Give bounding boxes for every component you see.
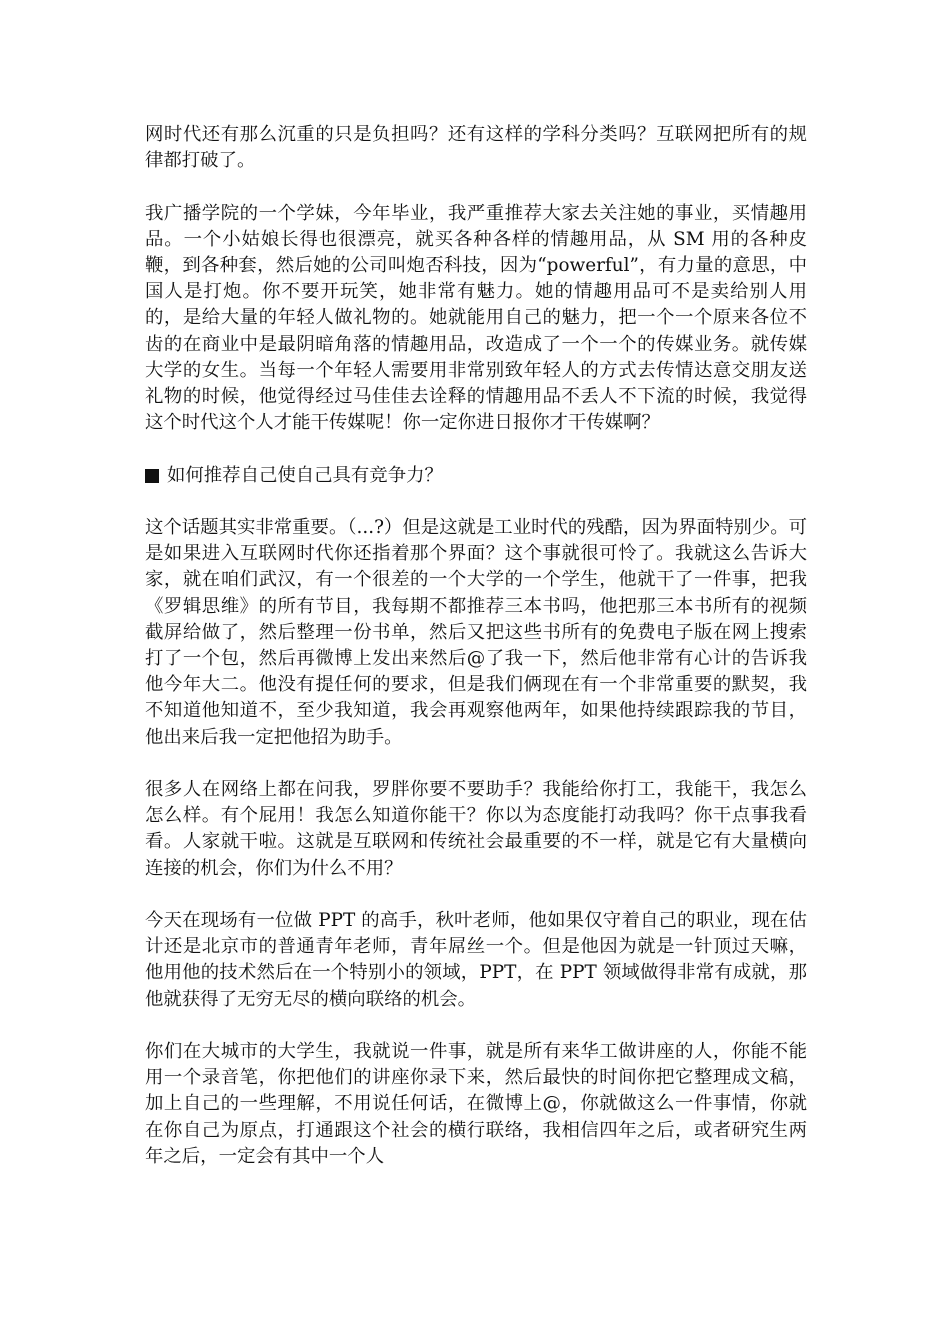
paragraph-ppt-expert: 今天在现场有一位做 PPT 的高手，秋叶老师，他如果仅守着自己的职业，现在估计还是北京市的普通青年老师，青年屌丝一个。但是他因为就是一针顶过天嘛，他用他的技术然后在一个特别小的领域，PPT，在 PPT 领域做得非常有成就，那他就获得了无穷无尽的横向联络的机会。 <box>145 910 807 1010</box>
section-heading-text: 如何推荐自己使自己具有竞争力？ <box>167 464 443 486</box>
paragraph-college-students: 你们在大城市的大学生，我就说一件事，就是所有来华工做讲座的人，你能不能用一个录音笔，你把他们的讲座你录下来，然后最快的时间你把它整理成文稿，加上自己的一些理解，不用说任何话，在微博上@，你就做这么一件事情，你就在你自己为原点，打通跟这个社会的横行联络，我相信四年之后，或者研究生两年之后，一定会有其中一个人 <box>145 1041 807 1167</box>
document-body <box>145 122 807 1196</box>
section-heading <box>145 463 807 489</box>
paragraph-internet-era: 网时代还有那么沉重的只是负担吗？还有这样的学科分类吗？互联网把所有的规律都打破了。 <box>145 124 807 172</box>
paragraph-assistant-question: 很多人在网络上都在问我，罗胖你要不要助手？我能给你打工，我能干，我怎么怎么样。有个屁用！我怎么知道你能干？你以为态度能打动我吗？你干点事我看看。人家就干啦。这就是互联网和传统社会最重要的不一样，就是它有大量横向连接的机会，你们为什么不用？ <box>145 779 807 879</box>
paragraph-wuhan-student: 这个话题其实非常重要。（...?）但是这就是工业时代的残酷，因为界面特别少。可是如果进入互联网时代你还指着那个界面？这个事就很可怜了。我就这么告诉大家，就在咱们武汉，有一个很差的一个大学的一个学生，他就干了一件事，把我《罗辑思维》的所有节目，我每期不都推荐三本书吗，他把那三本书所有的视频截屏给做了，然后整理一份书单，然后又把这些书所有的免费电子版在网上搜索打了一个包，然后再微博上发出来然后@了我一下，然后他非常有心计的告诉我他今年大二。他没有提任何的要求，但是我们俩现在有一个非常重要的默契，我不知道他知道不，至少我知道，我会再观察他两年，如果他持续跟踪我的节目，他出来后我一定把他招为助手。 <box>145 517 807 748</box>
bullet-square-icon <box>145 469 159 483</box>
paragraph-schoolmate-story: 我广播学院的一个学妹，今年毕业，我严重推荐大家去关注她的事业，买情趣用品。一个小姑娘长得也很漂亮，就买各种各样的情趣用品，从 SM 用的各种皮鞭，到各种套，然后她的公司叫炮否科技，因为“powerful”，有力量的意思，中国人是打炮。你不要开玩笑，她非常有魅力。她的情趣用品可不是卖给别人用的，是给大量的年轻人做礼物的。她就能用自己的魅力，把一个一个原来各位不齿的在商业中是最阴暗角落的情趣用品，改造成了一个一个的传媒业务。就传媒大学的女生。当每一个年轻人需要用非常别致年轻人的方式去传情达意交朋友送礼物的时候，他觉得经过马佳佳去诠释的情趣用品不丢人不下流的时候，我觉得这个时代这个人才能干传媒呢！你一定你进日报你才干传媒啊？ <box>145 202 807 434</box>
